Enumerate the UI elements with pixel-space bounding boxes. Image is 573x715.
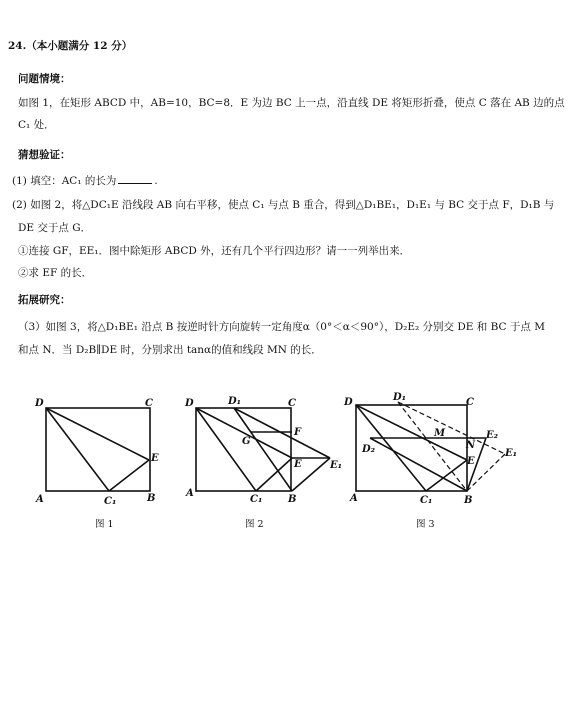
question-3-line-1: （3）如图 3，将△D₁BE₁ 沿点 B 按逆时针方向旋转一定角度α（0°＜α＜90°），D₂E₂ 分别交 DE 和 BC 于点 M bbox=[18, 321, 545, 333]
guess-title: 猜想验证： bbox=[18, 149, 71, 161]
fig1-label-D: D bbox=[35, 398, 44, 409]
figure-3-caption: 图 3 bbox=[416, 519, 435, 530]
fig3-label-E2: E₂ bbox=[486, 430, 499, 441]
fig1-line-DC1 bbox=[46, 408, 109, 491]
question-2-line-1: (2) 如图 2，将△DC₁E 沿线段 AB 向右平移，使点 C₁ 与点 B 重合，得到△D₁BE₁，D₁E₁ 与 BC 交于点 F，D₁B 与 bbox=[12, 199, 555, 211]
fig3-label-A: A bbox=[350, 493, 358, 504]
fig1-label-C1: C₁ bbox=[104, 496, 117, 507]
fig2-label-A: A bbox=[186, 488, 194, 499]
fig1-label-A: A bbox=[36, 494, 44, 505]
fig3-label-N: N bbox=[466, 440, 476, 451]
answer-blank bbox=[118, 173, 152, 184]
question-3-line-2: 和点 N．当 D₂B∥DE 时，分别求出 tanα的值和线段 MN 的长． bbox=[18, 344, 322, 356]
situation-title: 问题情境： bbox=[18, 73, 71, 85]
fig2-line-DE bbox=[196, 408, 292, 458]
fig3-line-C1E bbox=[426, 460, 467, 491]
extend-title: 拓展研究： bbox=[18, 294, 71, 306]
situation-line-1: 如图 1，在矩形 ABCD 中，AB=10，BC=8．E 为边 BC 上一点，沿直线 DE 将矩形折叠，使点 C 落在 AB 边的点 bbox=[18, 97, 565, 109]
fig1-fold-line-DE bbox=[46, 408, 149, 460]
fig2-label-B: B bbox=[288, 494, 297, 505]
question-2-line-2: DE 交于点 G． bbox=[18, 222, 92, 234]
fig2-line-D1B bbox=[234, 408, 292, 491]
fig2-label-E1: E₁ bbox=[330, 460, 343, 471]
figure-2-caption: 图 2 bbox=[245, 519, 264, 530]
question-1-end: . bbox=[154, 175, 158, 187]
fig3-label-D1: D₁ bbox=[393, 392, 407, 403]
figure-2 bbox=[180, 392, 350, 514]
question-1-text: (1) 填空：AC₁ 的长为 bbox=[12, 175, 117, 187]
figure-1 bbox=[30, 392, 170, 514]
fig3-label-C1: C₁ bbox=[420, 495, 433, 506]
fig2-label-F: F bbox=[294, 427, 302, 438]
fig3-label-B: B bbox=[464, 495, 473, 506]
fig1-label-E: E bbox=[151, 453, 159, 464]
fig2-line-D1E1 bbox=[234, 408, 330, 458]
fig1-label-B: B bbox=[147, 493, 156, 504]
problem-header: 24.（本小题满分 12 分） bbox=[8, 40, 133, 52]
fig2-label-E: E bbox=[294, 459, 302, 470]
fig2-label-D: D bbox=[185, 398, 194, 409]
situation-line-2: C₁ 处． bbox=[18, 119, 55, 131]
fig3-label-C: C bbox=[466, 397, 474, 408]
fig3-dashed-D1B bbox=[398, 402, 467, 491]
fig2-label-G: G bbox=[242, 436, 251, 447]
fig3-label-E1: E₁ bbox=[505, 448, 518, 459]
fig2-line-C1E bbox=[256, 458, 292, 491]
fig3-label-D: D bbox=[344, 397, 353, 408]
figure-3 bbox=[340, 392, 530, 514]
fig1-line-C1E bbox=[109, 460, 149, 491]
question-2-sub-2: ②求 EF 的长． bbox=[18, 267, 93, 279]
figure-1-caption: 图 1 bbox=[95, 519, 114, 530]
fig1-label-C: C bbox=[145, 398, 153, 409]
question-2-sub-1: ①连接 GF，EE₁．图中除矩形 ABCD 外，还有几个平行四边形？请一一列举出来． bbox=[18, 245, 411, 257]
fig1-rectangle bbox=[46, 408, 150, 491]
fig2-label-C: C bbox=[288, 398, 296, 409]
fig3-dashed-D1E1 bbox=[398, 402, 505, 454]
fig2-label-C1: C₁ bbox=[250, 494, 263, 505]
question-1 bbox=[12, 173, 158, 188]
fig3-label-E: E bbox=[467, 456, 475, 467]
fig2-label-D1: D₁ bbox=[228, 396, 242, 407]
fig3-label-M: M bbox=[434, 428, 446, 439]
fig3-label-D2: D₂ bbox=[362, 444, 376, 455]
fig2-line-DC1 bbox=[196, 408, 256, 491]
